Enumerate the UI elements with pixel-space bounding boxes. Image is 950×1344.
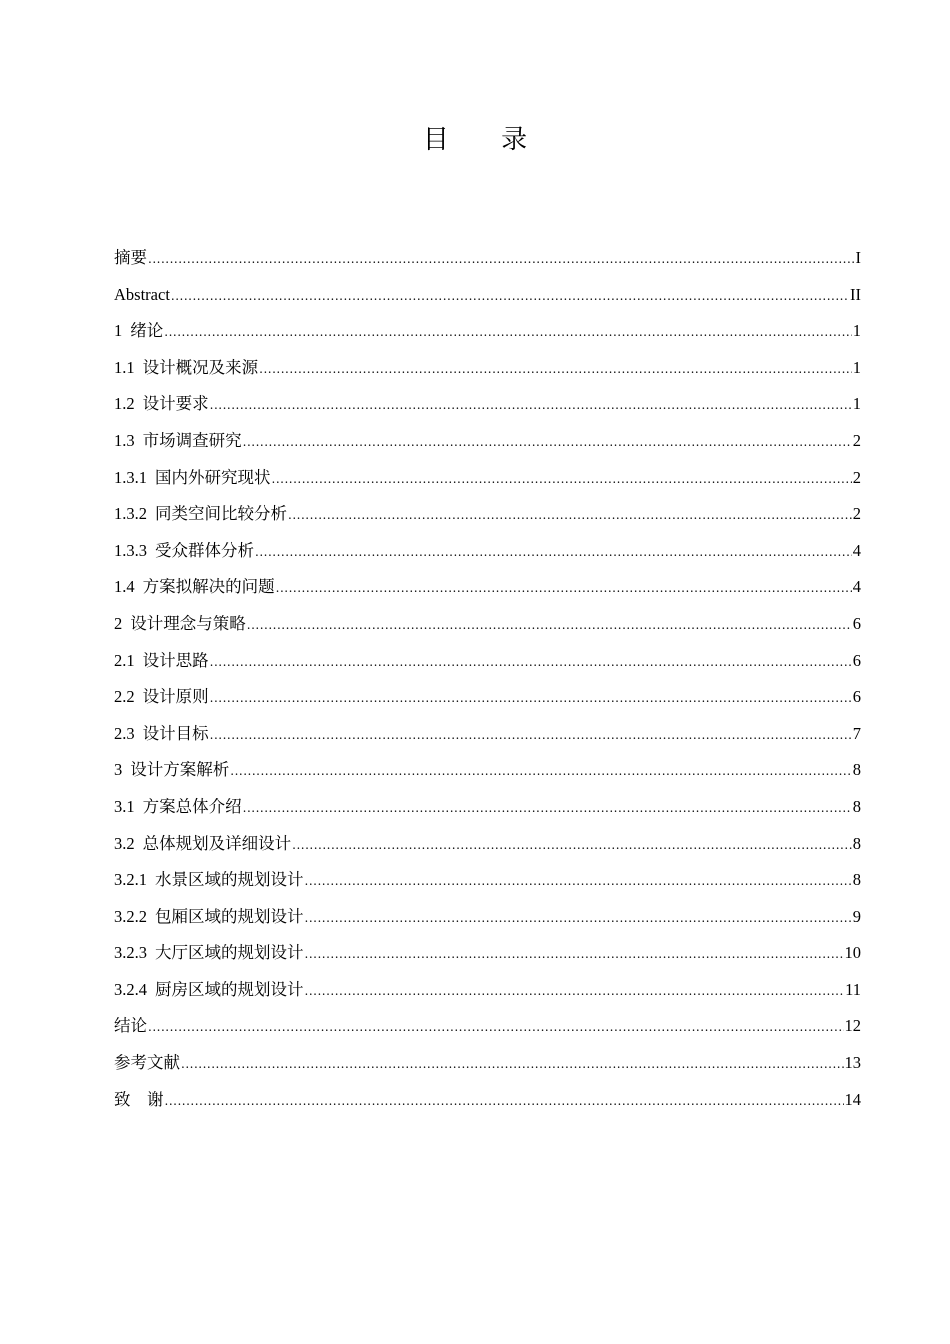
- toc-dot-leader: [171, 277, 849, 315]
- toc-entry-label: [114, 277, 170, 314]
- toc-page-number: 8: [852, 760, 861, 780]
- toc-dot-leader: [181, 1045, 844, 1083]
- toc-entry-number: 1.3.2: [114, 504, 147, 524]
- toc-entry-label: [114, 533, 254, 570]
- toc-entry-number: 1.1: [114, 357, 135, 377]
- toc-entry-text: 参考文献: [114, 1053, 180, 1073]
- toc-dot-leader: [305, 935, 844, 973]
- toc-page-number: 6: [852, 650, 861, 670]
- toc-entry-label: [114, 1082, 164, 1119]
- toc-entry[interactable]: [114, 899, 861, 936]
- toc-entry[interactable]: [114, 826, 861, 863]
- toc-entry-label: [114, 972, 304, 1009]
- toc-page-number: 10: [844, 943, 861, 963]
- toc-dot-leader: [243, 423, 852, 461]
- page-title: 目 录: [422, 125, 550, 155]
- toc-entry-label: [114, 789, 242, 826]
- toc-entry-label: [114, 935, 304, 972]
- toc-entry[interactable]: [114, 935, 861, 972]
- toc-dot-leader: [255, 533, 852, 571]
- toc-entry-text: 绪论: [130, 321, 164, 341]
- toc-page-number: 4: [852, 540, 861, 560]
- toc-dot-leader: [210, 679, 852, 717]
- toc-dot-leader: [272, 460, 852, 498]
- toc-page-number: 2: [852, 430, 861, 450]
- toc-entry-text: 致 谢: [114, 1089, 164, 1109]
- toc-page-number: 8: [852, 870, 861, 890]
- toc-dot-leader: [210, 386, 852, 424]
- toc-entry[interactable]: [114, 716, 861, 753]
- toc-entry[interactable]: [114, 423, 861, 460]
- toc-page-number: 6: [852, 687, 861, 707]
- toc-dot-leader: [247, 606, 852, 644]
- toc-entry[interactable]: [114, 606, 861, 643]
- toc-page-number: 4: [852, 577, 861, 597]
- toc-entry-label: [114, 643, 209, 680]
- toc-entry[interactable]: [114, 679, 861, 716]
- toc-entry[interactable]: [114, 862, 861, 899]
- toc-dot-leader: [210, 716, 852, 754]
- toc-page-number: I: [855, 248, 861, 267]
- toc-entry-label: [114, 679, 209, 716]
- toc-entry-text: 设计思路: [142, 650, 209, 670]
- toc-page-number: 1: [852, 394, 861, 414]
- toc-entry-text: 市场调查研究: [142, 430, 242, 450]
- toc-dot-leader: [259, 350, 852, 388]
- toc-entry-label: [114, 752, 229, 789]
- toc-entry[interactable]: [114, 752, 861, 789]
- toc-dot-leader: [230, 752, 852, 790]
- toc-entry-text: 设计概况及来源: [142, 357, 259, 377]
- toc-entry-label: [114, 899, 304, 936]
- toc-dot-leader: [165, 1082, 844, 1120]
- toc-entry-label: [114, 826, 291, 863]
- toc-entry-text: 包厢区域的规划设计: [155, 906, 304, 926]
- toc-entry[interactable]: [114, 643, 861, 680]
- toc-entry-number: 1.3.3: [114, 540, 147, 560]
- toc-page-number: 12: [844, 1016, 861, 1036]
- toc-entry-text: 受众群体分析: [155, 540, 254, 560]
- toc-entry-number: 1.3.1: [114, 467, 147, 487]
- toc-entry-label: [114, 1008, 147, 1045]
- toc-entry[interactable]: [114, 569, 861, 606]
- toc-entry-text: 国内外研究现状: [155, 467, 271, 487]
- toc-entry-number: 1.4: [114, 577, 135, 597]
- toc-entry-text: 设计目标: [142, 723, 209, 743]
- toc-entry-text: 设计原则: [142, 687, 209, 707]
- toc-dot-leader: [164, 313, 852, 351]
- toc-entry-label: [114, 350, 258, 387]
- toc-dot-leader: [305, 899, 852, 937]
- toc-entry-text: 水景区域的规划设计: [155, 870, 304, 890]
- toc-page-number: 7: [852, 723, 861, 743]
- toc-entry[interactable]: [114, 533, 861, 570]
- toc-entry-number: 2.1: [114, 650, 135, 670]
- toc-page-number: 8: [852, 833, 861, 853]
- toc-page-number: II: [850, 284, 861, 304]
- toc-entry-number: 3: [114, 760, 123, 780]
- toc-page-number: 14: [844, 1089, 861, 1109]
- toc-entry-number: 3.2: [114, 833, 135, 853]
- table-of-contents: [114, 240, 861, 1118]
- toc-entry-label: [114, 240, 147, 277]
- toc-entry-text: 厨房区域的规划设计: [155, 979, 304, 999]
- toc-page-number: 9: [852, 906, 861, 926]
- toc-entry-text: 设计理念与策略: [130, 613, 246, 633]
- toc-dot-leader: [148, 1008, 844, 1046]
- toc-entry-number: 3.2.4: [114, 979, 147, 999]
- toc-entry[interactable]: [114, 386, 861, 423]
- toc-entry[interactable]: [114, 1045, 861, 1082]
- toc-entry-label: [114, 1045, 180, 1082]
- toc-entry-number: 2: [114, 613, 123, 633]
- toc-entry-label: [114, 862, 304, 899]
- toc-dot-leader: [243, 789, 852, 827]
- toc-entry-text: 设计要求: [142, 394, 209, 414]
- toc-entry-label: [114, 460, 271, 497]
- toc-entry[interactable]: [114, 1082, 861, 1119]
- toc-entry-number: 3.1: [114, 796, 135, 816]
- toc-entry-label: [114, 496, 287, 533]
- toc-dot-leader: [148, 240, 855, 278]
- toc-entry-label: [114, 716, 209, 753]
- toc-entry-number: 3.2.1: [114, 870, 147, 890]
- toc-entry-text: Abstract: [114, 284, 170, 304]
- toc-page-number: 1: [852, 321, 861, 341]
- toc-entry[interactable]: [114, 972, 861, 1009]
- toc-entry-label: [114, 423, 242, 460]
- toc-entry[interactable]: [114, 496, 861, 533]
- toc-entry[interactable]: [114, 789, 861, 826]
- toc-entry-number: 2.3: [114, 723, 135, 743]
- toc-page-number: 13: [844, 1053, 861, 1073]
- toc-entry[interactable]: [114, 277, 861, 314]
- toc-entry[interactable]: [114, 313, 861, 350]
- toc-entry-text: 同类空间比较分析: [155, 504, 287, 524]
- toc-entry[interactable]: [114, 350, 861, 387]
- toc-page-number: 2: [852, 504, 861, 524]
- toc-dot-leader: [292, 826, 852, 864]
- toc-entry-text: 设计方案解析: [130, 760, 230, 780]
- toc-entry[interactable]: [114, 460, 861, 497]
- toc-page-number: 2: [852, 467, 861, 487]
- toc-entry[interactable]: [114, 240, 861, 277]
- toc-page-number: 1: [852, 357, 861, 377]
- toc-entry-number: 3.2.3: [114, 943, 147, 963]
- toc-entry-text: 方案总体介绍: [142, 796, 242, 816]
- toc-entry-text: 大厅区域的规划设计: [155, 943, 304, 963]
- toc-dot-leader: [305, 862, 852, 900]
- toc-dot-leader: [276, 569, 852, 607]
- toc-entry-label: [114, 313, 163, 350]
- toc-entry-number: 3.2.2: [114, 906, 147, 926]
- toc-page-number: 6: [852, 613, 861, 633]
- toc-entry-label: [114, 606, 246, 643]
- toc-entry-label: [114, 386, 209, 423]
- toc-entry-number: 1.2: [114, 394, 135, 414]
- toc-entry[interactable]: [114, 1008, 861, 1045]
- toc-entry-number: 2.2: [114, 687, 135, 707]
- toc-entry-number: 1: [114, 321, 123, 341]
- toc-entry-text: 总体规划及详细设计: [142, 833, 292, 853]
- toc-dot-leader: [288, 496, 852, 534]
- toc-dot-leader: [210, 643, 852, 681]
- toc-entry-text: 摘要: [114, 248, 147, 267]
- toc-entry-number: 1.3: [114, 430, 135, 450]
- toc-entry-text: 结论: [114, 1016, 147, 1036]
- toc-entry-text: 方案拟解决的问题: [142, 577, 275, 597]
- toc-dot-leader: [305, 972, 845, 1010]
- toc-page-number: 8: [852, 796, 861, 816]
- toc-entry-label: [114, 569, 275, 606]
- toc-page-number: 11: [845, 979, 861, 999]
